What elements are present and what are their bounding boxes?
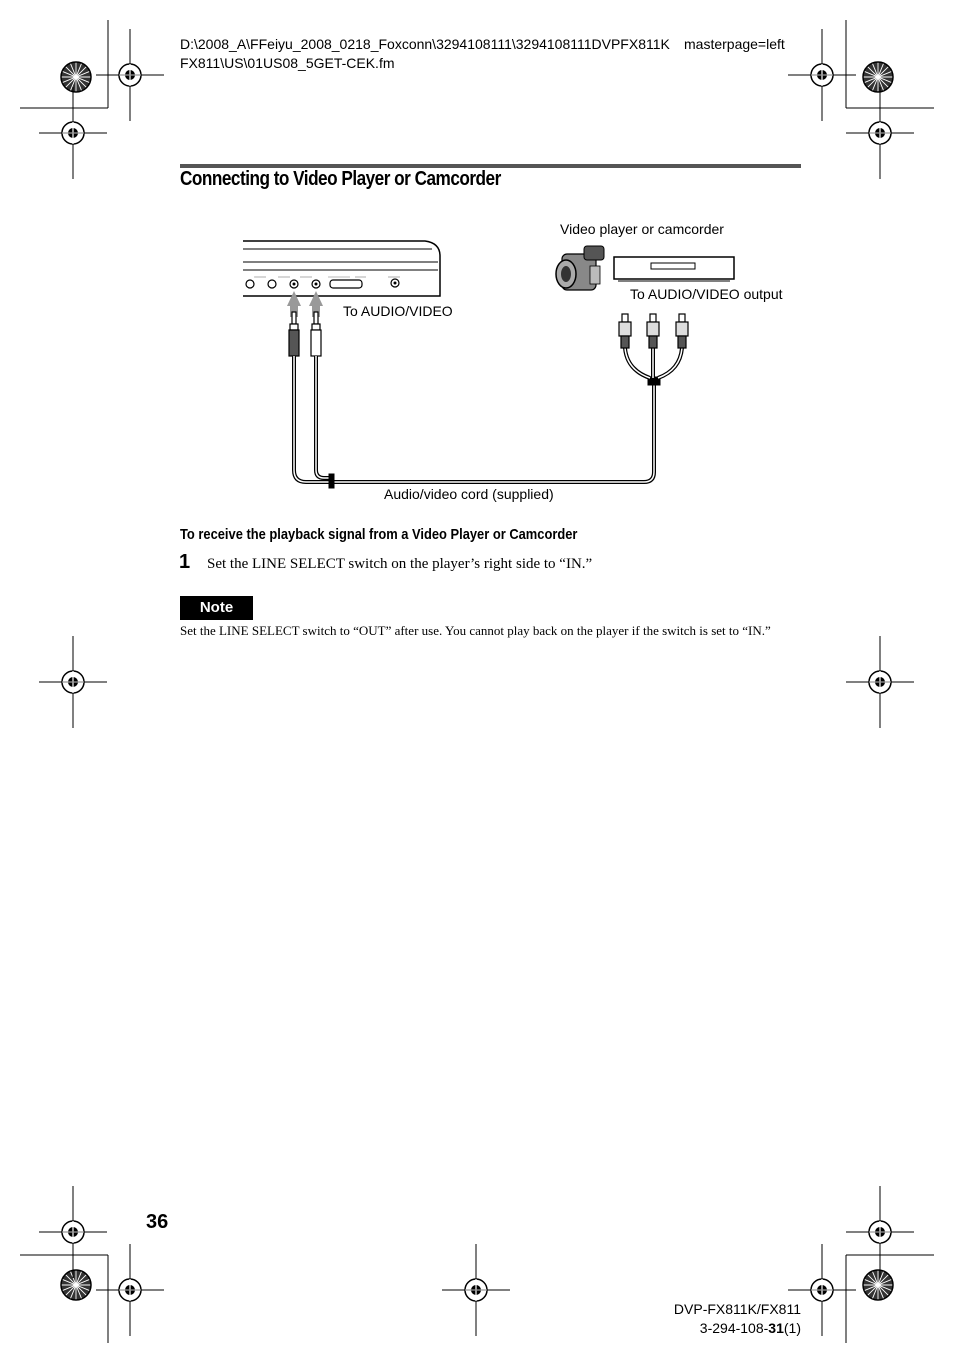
camcorder-icon [556,246,604,290]
page-number: 36 [146,1211,169,1233]
footer [674,1300,801,1338]
note-badge: Note [180,596,253,620]
video-player-box [614,257,734,281]
note-text: Set the LINE SELECT switch to “OUT” after use. You cannot play back on the player if the switch is set to “IN.” [180,623,771,638]
footer-code-suffix: (1) [783,1320,801,1336]
label-input: To AUDIO/VIDEO [343,303,453,319]
label-device: Video player or camcorder [560,221,724,237]
rca-plugs [619,314,688,348]
header-path-line2: FX811\US\01US08_5GET-CEK.fm [180,55,395,71]
footer-code [674,1319,801,1338]
header-master-page: masterpage=left [684,36,785,52]
step-number: 1 [179,551,191,573]
av-cord [294,348,682,488]
label-cord: Audio/video cord (supplied) [384,486,554,502]
mini-plugs [289,312,321,356]
header-path-line1: D:\2008_A\FFeiyu_2008_0218_Foxconn\3294108111\3294108111DVPFX811K [180,36,670,52]
section-title: Connecting to Video Player or Camcorder [180,168,501,190]
procedure-heading: To receive the playback signal from a Video Player or Camcorder [180,526,578,543]
footer-code-bold: 31 [768,1320,784,1336]
step-text: Set the LINE SELECT switch on the player’s right side to “IN.” [207,556,593,572]
footer-model: DVP-FX811K/FX811 [673,1301,801,1317]
label-output: To AUDIO/VIDEO output [630,286,783,302]
footer-code-prefix: 3-294-108- [699,1320,769,1336]
